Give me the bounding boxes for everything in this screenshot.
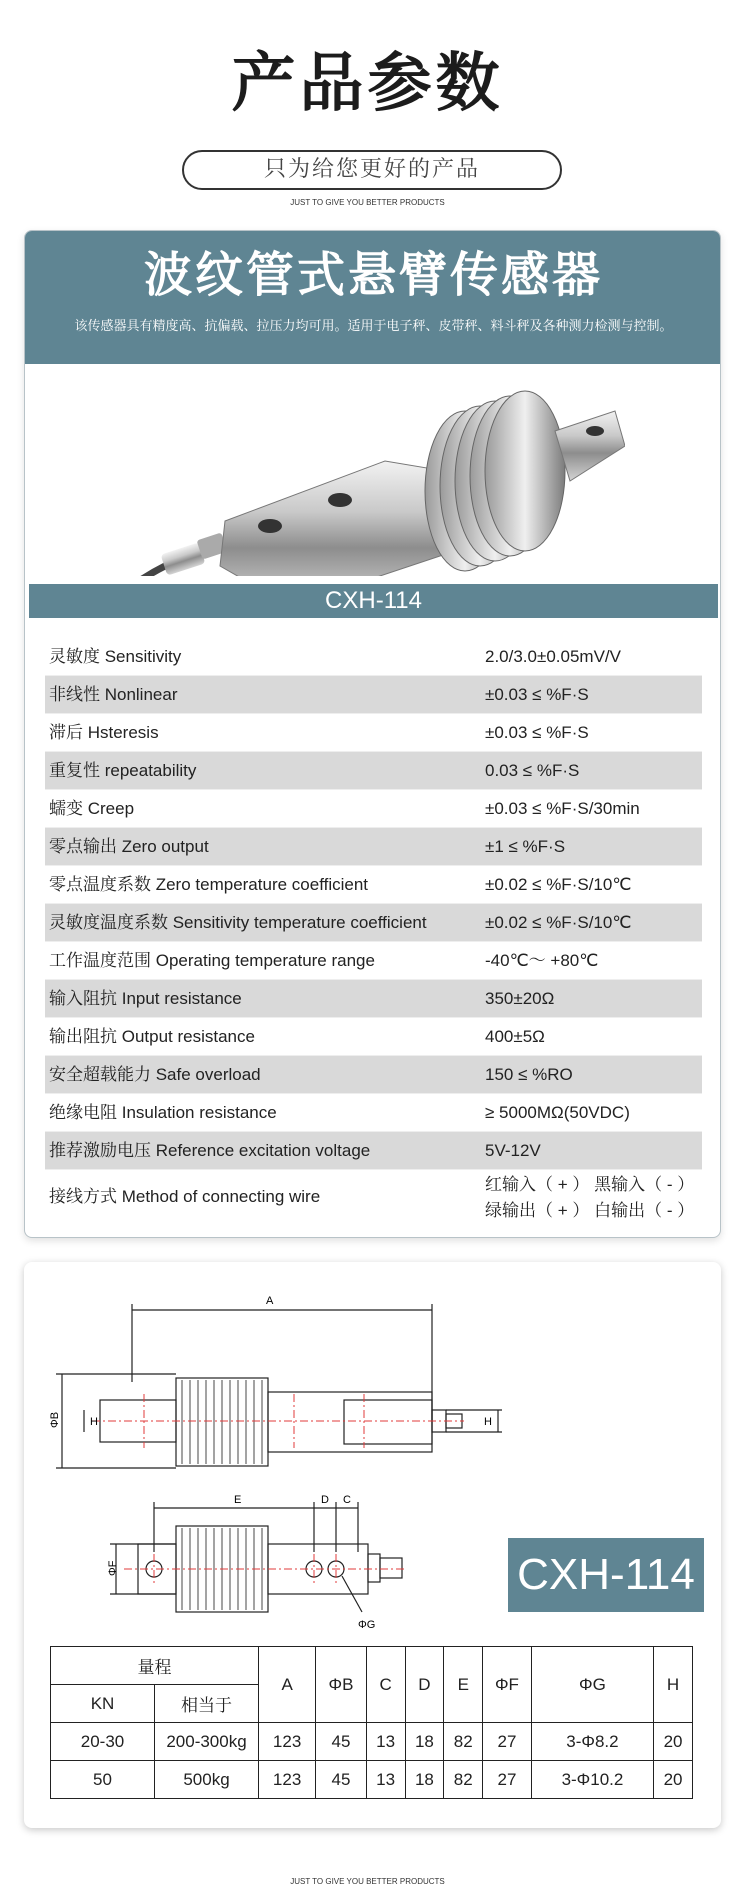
spec-value: 2.0/3.0±0.05mV/V bbox=[485, 647, 621, 666]
spec-value: ±0.03 ≤ %F·S bbox=[485, 685, 589, 704]
dimension-card bbox=[24, 1262, 721, 1828]
spec-label: 推荐激励电压 Reference excitation voltage bbox=[49, 1141, 371, 1160]
spec-label: 滞后 Hsteresis bbox=[49, 723, 159, 742]
spec-value: ±1 ≤ %F·S bbox=[485, 837, 566, 856]
wiring-line-2: 绿输出（ + ） 白输出（ - ） bbox=[485, 1201, 695, 1220]
dim-label-h-left: H bbox=[90, 1416, 98, 1428]
kn-header: KN bbox=[51, 1685, 155, 1723]
spec-row bbox=[45, 676, 702, 714]
spec-row bbox=[45, 714, 702, 752]
table-row bbox=[51, 1723, 693, 1761]
col-header: A bbox=[259, 1647, 316, 1723]
spec-value: ±0.02 ≤ %F·S/10℃ bbox=[485, 875, 632, 894]
spec-value bbox=[485, 1172, 694, 1224]
dimension-drawing bbox=[44, 1282, 514, 1652]
spec-label: 接线方式 Method of connecting wire bbox=[49, 1187, 321, 1206]
footer-slogan-en: JUST TO GIVE YOU BETTER PRODUCTS bbox=[290, 1877, 445, 1886]
table-cell: 13 bbox=[366, 1723, 405, 1761]
spec-value: ±0.03 ≤ %F·S bbox=[485, 723, 589, 742]
spec-row bbox=[45, 904, 702, 942]
table-cell: 18 bbox=[405, 1723, 444, 1761]
spec-label: 输出阻抗 Output resistance bbox=[49, 1027, 255, 1046]
col-header: ΦF bbox=[483, 1647, 532, 1723]
spec-row bbox=[45, 1018, 702, 1056]
spec-row bbox=[45, 1094, 702, 1132]
spec-label: 零点输出 Zero output bbox=[49, 837, 209, 856]
spec-label: 非线性 Nonlinear bbox=[49, 685, 178, 704]
table-cell: 123 bbox=[259, 1723, 316, 1761]
col-header: ΦG bbox=[531, 1647, 653, 1723]
spec-label: 绝缘电阻 Insulation resistance bbox=[49, 1103, 277, 1122]
spec-label: 灵敏度温度系数 Sensitivity temperature coefficient bbox=[49, 913, 427, 932]
col-header: C bbox=[366, 1647, 405, 1723]
table-cell: 20 bbox=[654, 1723, 693, 1761]
table-cell: 82 bbox=[444, 1723, 483, 1761]
dim-label-c: C bbox=[343, 1494, 351, 1506]
spec-row bbox=[45, 752, 702, 790]
spec-row bbox=[45, 638, 702, 676]
col-header: ΦB bbox=[316, 1647, 366, 1723]
spec-label: 安全超载能力 Safe overload bbox=[49, 1065, 261, 1084]
table-row bbox=[51, 1761, 693, 1799]
slogan-en: JUST TO GIVE YOU BETTER PRODUCTS bbox=[290, 198, 445, 207]
spec-value: 350±20Ω bbox=[485, 989, 555, 1008]
dim-label-d: D bbox=[321, 1494, 329, 1506]
table-cell: 20 bbox=[654, 1761, 693, 1799]
card-header bbox=[25, 231, 721, 364]
col-header: D bbox=[405, 1647, 444, 1723]
product-description: 该传感器具有精度高、抗偏载、拉压力均可用。适用于电子秤、皮带秤、料斗秤及各种测力检测与控制。 bbox=[74, 319, 673, 334]
spec-row-wiring bbox=[45, 1170, 702, 1224]
spec-row bbox=[45, 980, 702, 1018]
table-cell: 20-30 bbox=[51, 1723, 155, 1761]
table-cell: 3-Φ10.2 bbox=[531, 1761, 653, 1799]
table-cell: 13 bbox=[366, 1761, 405, 1799]
table-cell: 82 bbox=[444, 1761, 483, 1799]
spec-table bbox=[45, 638, 702, 1224]
dim-label-f: ΦF bbox=[107, 1560, 119, 1576]
spec-card bbox=[24, 230, 721, 1238]
spec-value: 5V-12V bbox=[485, 1141, 541, 1160]
table-cell: 27 bbox=[483, 1723, 532, 1761]
table-cell: 500kg bbox=[155, 1761, 259, 1799]
page-title: 产品参数 bbox=[231, 47, 504, 121]
spec-row bbox=[45, 1056, 702, 1094]
spec-row bbox=[45, 828, 702, 866]
spec-value: ±0.02 ≤ %F·S/10℃ bbox=[485, 913, 632, 932]
wiring-line-1: 红输入（ + ） 黑输入（ - ） bbox=[485, 1175, 695, 1194]
equiv-header: 相当于 bbox=[155, 1685, 259, 1723]
spec-value: 0.03 ≤ %F·S bbox=[485, 761, 580, 780]
spec-row bbox=[45, 1132, 702, 1170]
table-cell: 123 bbox=[259, 1761, 316, 1799]
table-cell: 45 bbox=[316, 1761, 366, 1799]
spec-label: 灵敏度 Sensitivity bbox=[49, 647, 182, 666]
table-cell: 27 bbox=[483, 1761, 532, 1799]
dimension-table bbox=[50, 1646, 693, 1799]
col-header: E bbox=[444, 1647, 483, 1723]
spec-label: 零点温度系数 Zero temperature coefficient bbox=[49, 875, 369, 894]
spec-label: 工作温度范围 Operating temperature range bbox=[49, 951, 375, 970]
spec-value: ≥ 5000MΩ(50VDC) bbox=[485, 1103, 630, 1122]
dim-label-a: A bbox=[266, 1295, 274, 1307]
table-cell: 45 bbox=[316, 1723, 366, 1761]
product-title: 波纹管式悬臂传感器 bbox=[143, 247, 603, 303]
dim-label-e: E bbox=[234, 1494, 242, 1506]
spec-value: 150 ≤ %RO bbox=[485, 1065, 573, 1084]
table-cell: 3-Φ8.2 bbox=[531, 1723, 653, 1761]
spec-label: 重复性 repeatability bbox=[49, 761, 197, 780]
range-header: 量程 bbox=[51, 1647, 259, 1685]
spec-label: 蠕变 Creep bbox=[49, 799, 135, 818]
model-band: CXH-114 bbox=[29, 584, 718, 618]
spec-value: ±0.03 ≤ %F·S/30min bbox=[485, 799, 640, 818]
dim-label-g: ΦG bbox=[358, 1619, 376, 1631]
table-cell: 50 bbox=[51, 1761, 155, 1799]
table-cell: 18 bbox=[405, 1761, 444, 1799]
table-header-row bbox=[51, 1647, 693, 1685]
dim-label-h-right: H bbox=[484, 1416, 492, 1428]
spec-value: 400±5Ω bbox=[485, 1027, 545, 1046]
spec-row bbox=[45, 866, 702, 904]
slogan-pill: 只为给您更好的产品 bbox=[182, 150, 562, 190]
spec-row bbox=[45, 790, 702, 828]
col-header: H bbox=[654, 1647, 693, 1723]
spec-row bbox=[45, 942, 702, 980]
spec-label: 输入阻抗 Input resistance bbox=[49, 989, 242, 1008]
table-cell: 200-300kg bbox=[155, 1723, 259, 1761]
spec-value: -40℃～ +80℃ bbox=[485, 951, 599, 970]
dim-label-b: ΦB bbox=[49, 1411, 61, 1428]
model-box: CXH-114 bbox=[508, 1538, 704, 1612]
